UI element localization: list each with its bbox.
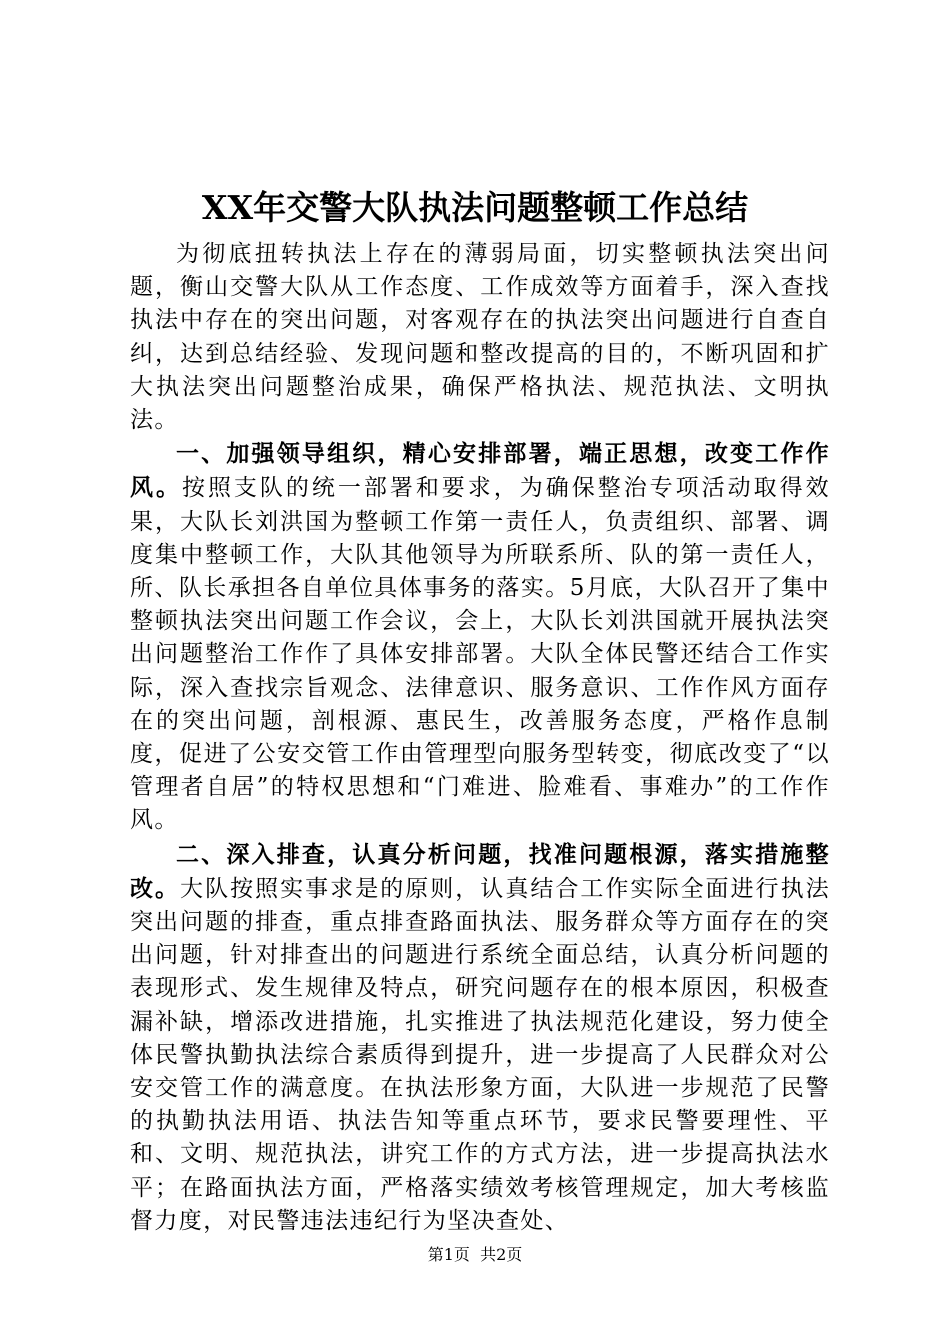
page-footer xyxy=(0,1245,950,1265)
paragraph-text: 大队按照实事求是的原则，认真结合工作实际全面进行执法突出问题的排查，重点排查路面执法、服务群众等方面存在的突出问题，针对排查出的问题进行系统全面总结，认真分析问题的表现形式、发生规律及特点，研究问题存在的根本原因，积极查漏补缺，增添改进措施，扎实推进了执法规范化建设，努力使全体民警执勤执法综合素质得到提升，进一步提高了人民群众对公安交管工作的满意度。在执法形象方面，大队进一步规范了民警的执勤执法用语、执法告知等重点环节，要求民警要理性、平和、文明、规范执法，讲究工作的方式方法，进一步提高执法水平；在路面执法方面，严格落实绩效考核管理规定，加大考核监督力度，对民警违法违纪行为坚决查处、 xyxy=(130,875,830,1234)
document-title: XX年交警大队执法问题整顿工作总结 xyxy=(201,188,749,227)
paragraph-text: 为彻底扭转执法上存在的薄弱局面，切实整顿执法突出问题，衡山交警大队从工作态度、工作成效等方面着手，深入查找执法中存在的突出问题，对客观存在的执法突出问题进行自查自纠，达到总结经验、发现问题和整改提高的目的，不断巩固和扩大执法突出问题整治成果，确保严格执法、规范执法、文明执法。 xyxy=(130,241,830,434)
page-total: 共2页 xyxy=(480,1245,523,1264)
paragraph-text: 按照支队的统一部署和要求，为确保整治专项活动取得效果，大队长刘洪国为整顿工作第一责任人，负责组织、部署、调度集中整顿工作，大队其他领导为所联系所、队的第一责任人，所、队长承担各自单位具体事务的落实。5月底，大队召开了集中整顿执法突出问题工作会议，会上，大队长刘洪国就开展执法突出问题整治工作作了具体安排部署。大队全体民警还结合工作实际，深入查找宗旨观念、法律意识、服务意识、工作作风方面存在的突出问题，剖根源、惠民生，改善服务态度，严格作息制度，促进了公安交管工作由管理型向服务型转变，彻底改变了“以管理者自居”的特权思想和“门难进、脸难看、事难办”的工作作风。 xyxy=(130,475,830,834)
document-body xyxy=(130,237,830,1238)
paragraph-intro xyxy=(130,237,830,437)
paragraph-section-2 xyxy=(130,838,830,1238)
paragraph-section-1 xyxy=(130,437,830,837)
paragraph-heading: 二、深入排查，认真分析问题，找准问题根源，落实措施整改。 xyxy=(130,840,830,902)
paragraph-heading: 一、加强领导组织，精心安排部署，端正思想，改变工作作风。 xyxy=(130,440,830,502)
page-number: 第1页 xyxy=(427,1245,470,1264)
